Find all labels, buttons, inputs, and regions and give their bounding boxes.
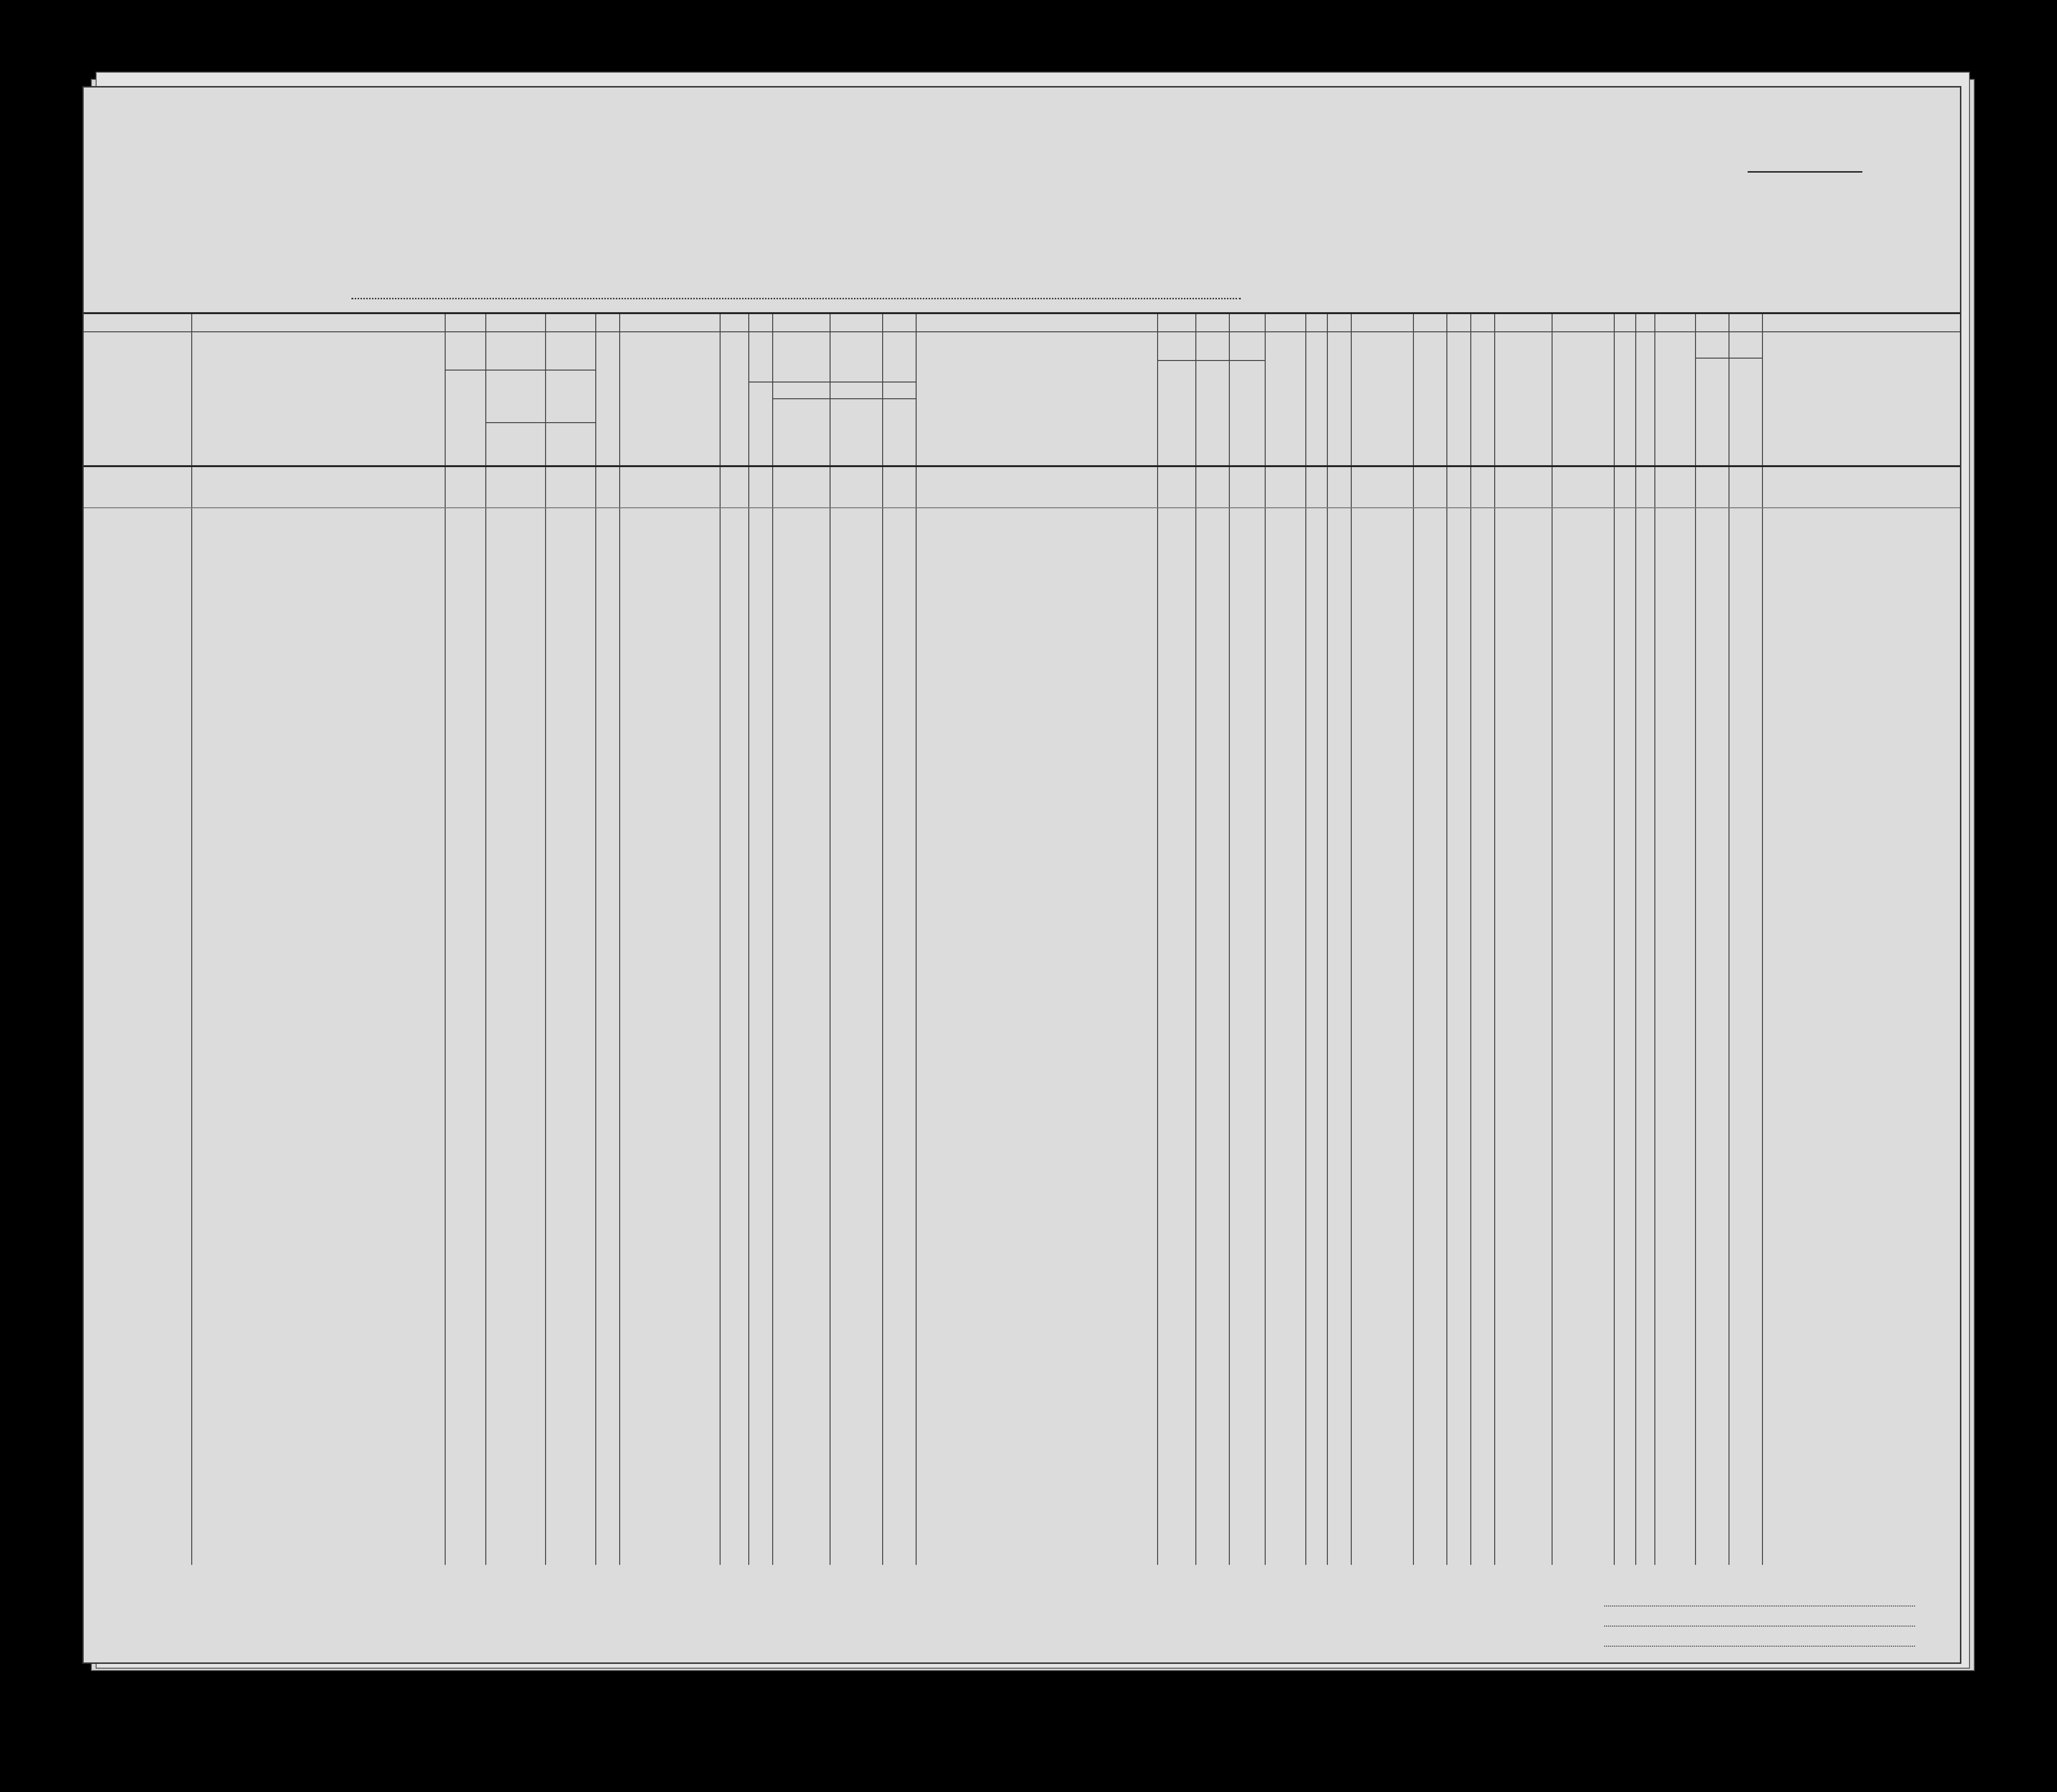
header-ticket <box>598 362 616 463</box>
header-overthrow <box>1354 362 1410 463</box>
owners-field <box>1604 1626 1915 1627</box>
column-divider <box>1654 312 1655 1565</box>
header-purpose-citizen <box>1232 362 1262 463</box>
column-divider <box>619 312 620 1565</box>
header-purpose-length <box>1198 362 1226 463</box>
column-divider <box>485 312 486 1565</box>
column-divider <box>1195 312 1196 1565</box>
header-subrule <box>772 398 916 399</box>
column-number-rule <box>84 331 1961 332</box>
column-divider <box>1635 312 1636 1565</box>
header-labor-offer <box>1416 362 1444 463</box>
header-prison-almshouse <box>1268 362 1302 463</box>
header-anarchist <box>1330 362 1348 463</box>
column-divider <box>882 312 883 1565</box>
column-divider <box>191 312 192 1565</box>
column-divider <box>1327 312 1328 1565</box>
manifest-table <box>84 312 1961 1661</box>
column-divider <box>1552 312 1553 1565</box>
header-polygamist <box>1308 362 1324 463</box>
column-divider <box>1762 312 1763 1565</box>
column-divider <box>1413 312 1414 1565</box>
column-divider <box>916 312 917 1565</box>
column-divider <box>1494 312 1495 1565</box>
header-excluded-deported <box>1449 362 1467 463</box>
column-divider <box>720 312 721 1565</box>
column-divider <box>830 312 831 1565</box>
header-arrested-deported <box>1473 362 1491 463</box>
column-divider <box>595 312 596 1565</box>
table-top-rule <box>84 312 1961 314</box>
header-feet <box>1617 362 1632 463</box>
list-underline <box>1748 171 1862 173</box>
column-divider <box>748 312 749 1565</box>
column-divider <box>445 312 446 1565</box>
column-divider <box>1470 312 1471 1565</box>
column-divider <box>1157 312 1158 1565</box>
header-inches <box>1638 362 1652 463</box>
column-divider <box>1695 312 1696 1565</box>
row-rule <box>84 507 1961 508</box>
column-divider <box>1351 312 1352 1565</box>
header-subrule <box>1157 360 1265 361</box>
header-subrule <box>1695 358 1762 359</box>
header-purpose-return <box>1160 362 1193 463</box>
header-bottom-rule <box>84 465 1961 467</box>
header-subrule <box>485 422 595 423</box>
header-subrule <box>445 370 595 371</box>
column-divider <box>1614 312 1615 1565</box>
manifest-sheet <box>82 86 1961 1664</box>
column-divider <box>1305 312 1306 1565</box>
arrival-dotted-line <box>351 298 1241 299</box>
column-divider <box>545 312 546 1565</box>
column-divider <box>1265 312 1266 1565</box>
local-agents-field <box>1604 1646 1915 1647</box>
header-possession-50 <box>722 362 745 463</box>
column-divider <box>1229 312 1230 1565</box>
column-divider <box>1446 312 1447 1565</box>
column-divider <box>772 312 773 1565</box>
